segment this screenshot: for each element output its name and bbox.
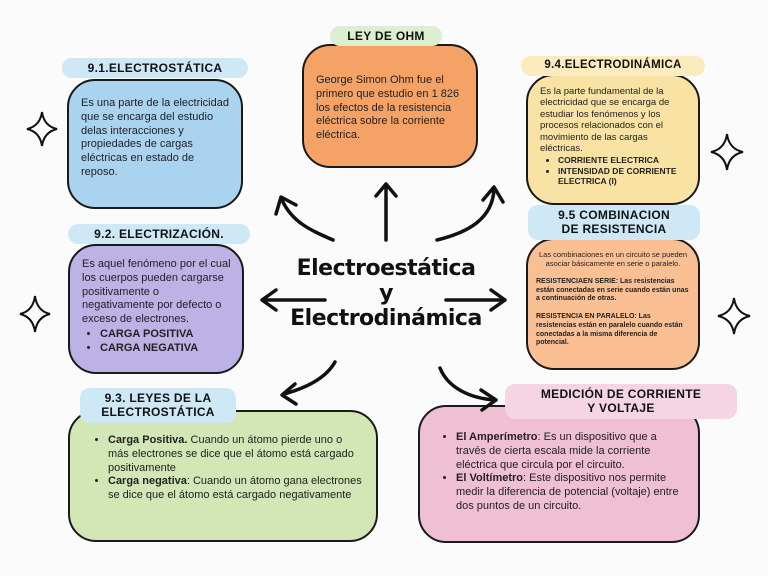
electrodinamica-box: [526, 74, 700, 205]
leyes-item-positiva: [108, 434, 364, 475]
arrow-downright-medicion: [440, 368, 494, 400]
main-title-line1: Electroestática: [296, 256, 476, 281]
medicion-item-amperimetro: [456, 431, 686, 472]
electrizacion-item-positiva: • CARGA POSITIVA: [100, 328, 232, 342]
combinacion-intro: Las combinaciones en un circuito se pueden asociar básicamente en serie o paralelo.: [538, 250, 687, 269]
leyes-label-line1: 9.3. LEYES DE LA: [104, 391, 212, 405]
sparkle-icon-right-top: [711, 134, 743, 170]
leyes-label-line2: ELECTROSTÁTICA: [101, 405, 215, 420]
combinacion-label-line2: DE RESISTENCIA: [561, 222, 667, 237]
medicion-item-voltimetro-term: El Voltímetro: [456, 472, 524, 485]
leyes-item-positiva-term: Carga Positiva.: [108, 434, 188, 446]
electrodinamica-text: Es la parte fundamental de la electricidad que se encarga de estudiar los fenómenos y los procesos relacionados con el movimiento de las cargas eléctricas.: [540, 86, 670, 154]
arrow-downleft-leyes-head: [282, 384, 296, 404]
electrizacion-label: 9.2. ELECTRIZACIÓN.: [68, 224, 250, 244]
medicion-label-line1: MEDICIÓN DE CORRIENTE: [540, 387, 702, 401]
arrow-upright-electrodinamica: [437, 190, 494, 240]
medicion-label: [505, 384, 737, 419]
sparkle-icon-left-bottom: [20, 296, 50, 332]
electrodinamica-item-corriente: • CORRIENTE ELECTRICA: [558, 155, 688, 165]
medicion-item-voltimetro-text: : Este dispositivo nos permite medir la diferencia de potencial (voltaje) entre dos puntos de un circuito.: [456, 472, 679, 512]
arrow-upleft-electrostatica: [282, 200, 333, 240]
main-title-line2: y: [379, 281, 393, 306]
electrizacion-text: Es aquel fenómeno por el cual los cuerpos pueden cargarse positivamente o negativamente por defecto o exceso de electrones.: [82, 258, 231, 325]
medicion-item-amperimetro-text: : Es un dispositivo que a través de cierta escala mide la corriente eléctrica que circula por el circuito.: [456, 431, 657, 471]
combinacion-label: [528, 205, 700, 240]
electrodinamica-label: 9.4.ELECTRODINÁMICA: [521, 56, 705, 76]
ohm-text: George Simon Ohm fue el primero que estudio en 1 826 los efectos de la resistencia eléctrica sobre la corriente eléctrica.: [316, 74, 460, 141]
leyes-item-negativa: [108, 475, 364, 503]
ohm-box: [302, 44, 478, 168]
medicion-box: [418, 405, 700, 543]
leyes-item-negativa-term: Carga negativa: [108, 475, 187, 488]
combinacion-serie: RESISTENCIAEN SERIE: Las resistencias están conectadas en serie cuando están unas a continuación de otras.: [536, 277, 689, 303]
sparkle-icon-left-top: [27, 112, 57, 146]
leyes-box: [68, 410, 378, 542]
arrow-up-ohm-head: [376, 184, 396, 196]
medicion-item-voltimetro: [456, 472, 686, 513]
electrostatica-box: [67, 79, 243, 209]
ohm-label: LEY DE OHM: [330, 26, 442, 46]
main-title-line3: Electrodinámica: [290, 306, 482, 331]
electrizacion-box: [68, 244, 244, 374]
electrodinamica-item-intensidad: • INTENSIDAD DE CORRIENTE ELECTRICA (I): [558, 166, 688, 186]
electrostatica-text: Es una parte de la electricidad que se encarga del estudio delas interacciones y propiedades de cargas eléctricas en estado de reposo.: [81, 97, 229, 178]
combinacion-label-line1: 9.5 COMBINACION: [558, 208, 670, 222]
arrow-upright-electrodinamica-head: [483, 187, 503, 202]
leyes-label: [80, 388, 236, 423]
leyes-item-negativa-text: : Cuando un átomo gana electrones se dice que el átomo está cargado negativamente: [108, 475, 362, 501]
arrow-upleft-electrostatica-head: [276, 197, 296, 214]
electrizacion-item-negativa: • CARGA NEGATIVA: [100, 342, 232, 356]
sparkle-icon-right-bottom: [718, 298, 750, 334]
combinacion-paralelo: RESISTENCIA EN PARALELO: Las resistencias están en paralelo cuando están conectadas a la misma diferencia de potencial.: [536, 313, 683, 347]
electrostatica-label: 9.1.ELECTROSTÁTICA: [62, 58, 248, 78]
medicion-label-line2: Y VOLTAJE: [587, 401, 655, 416]
arrow-downleft-leyes: [284, 362, 335, 394]
medicion-item-amperimetro-term: El Amperímetro: [456, 431, 538, 443]
main-title: [262, 256, 510, 331]
combinacion-box: [526, 238, 700, 370]
leyes-item-positiva-text: Cuando un átomo pierde uno o más electrones se dice que el átomo está cargado positivamente: [108, 434, 354, 474]
